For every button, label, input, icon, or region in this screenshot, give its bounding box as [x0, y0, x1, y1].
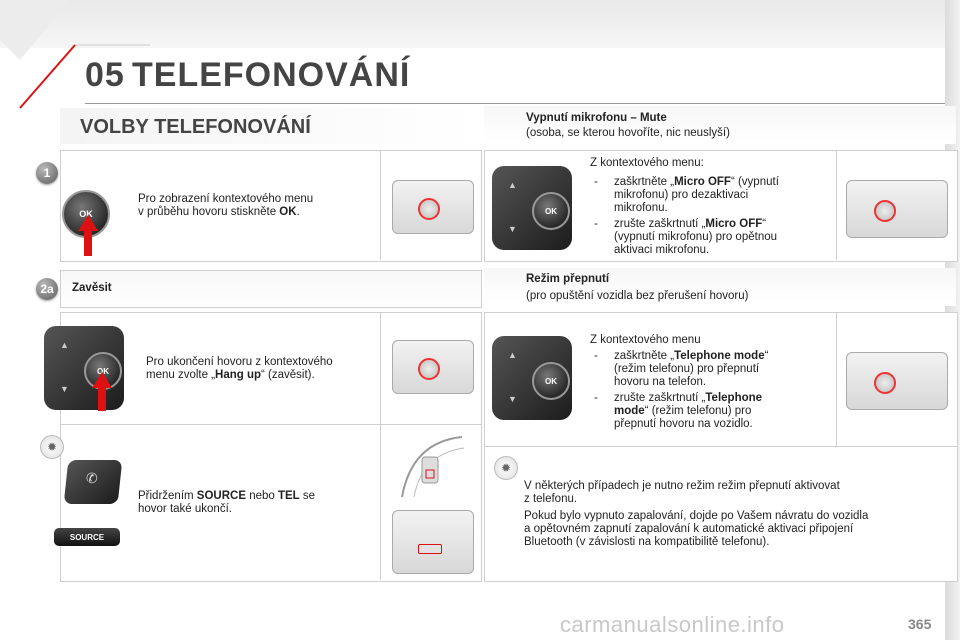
ok-knob: OK: [532, 192, 570, 230]
step1-text-bold: OK: [279, 206, 297, 218]
tip-right-line2: z telefonu.: [524, 493, 578, 505]
tip-left-bold1: SOURCE: [196, 490, 246, 502]
step1-text-prefix: v průběhu hovoru stiskněte: [138, 206, 280, 218]
header-corner-decoration: [0, 0, 150, 110]
radio-panel-illustration: [846, 180, 948, 238]
step2c-intro: Z kontextového menu: [590, 334, 701, 346]
step2c-item1-line2: (režim telefonu) pro přepnutí: [614, 363, 760, 375]
step2b-item1-bold: Micro OFF: [674, 176, 731, 188]
lightbulb-icon: ✹: [494, 456, 518, 480]
step2c-item1-prefix: zaškrtněte „: [614, 350, 675, 362]
tip-right-line1: V některých případech je nutno režim režim přepnutí aktivovat: [524, 480, 840, 492]
radio-ok-knob: [418, 358, 440, 380]
pad-up-arrow-icon: ▲: [508, 180, 517, 190]
step2a-text-prefix: menu zvolte „: [146, 369, 216, 381]
lightbulb-icon: ✹: [40, 435, 64, 459]
panel-divider: [836, 150, 837, 260]
step2c-item2-prefix: zrušte zaškrtnutí „: [614, 392, 706, 404]
step2a-title: Zavěsit: [72, 282, 112, 294]
step2c-item1-dash: -: [594, 350, 598, 362]
page-number: 365: [908, 616, 932, 632]
step2a-text-suffix: “ (zavěsit).: [261, 369, 315, 381]
step2b-item2-line2: (vypnutí mikrofonu) pro opětnou: [614, 231, 778, 243]
step2c-item1-line3: hovoru na telefon.: [614, 376, 707, 388]
source-button-illustration: SOURCE: [54, 528, 120, 546]
ok-knob: OK: [532, 362, 570, 400]
step2b-subtitle: (osoba, se kterou hovoříte, nic neuslyší): [526, 127, 730, 139]
radio-ok-knob: [874, 372, 896, 394]
step2b-item1-line1: [614, 176, 779, 189]
tip-left-line1: [138, 490, 315, 503]
tip-left-line2: hovor také ukončí.: [138, 503, 232, 515]
watermark: carmanualsonline.info: [560, 612, 785, 637]
step2c-item2-line2: [614, 405, 751, 418]
step2b-item1-line2: mikrofonu) pro dezaktivaci: [614, 189, 749, 201]
step2c-item2-bold2: mode: [614, 405, 645, 417]
tip-left-bold2: TEL: [277, 490, 300, 502]
step1-text-line2: [138, 206, 300, 219]
step2a-text-bold: Hang up: [215, 369, 262, 381]
red-arrow-stem: [84, 230, 92, 256]
red-up-arrow-icon: [78, 215, 98, 231]
step2b-item1-suffix: “ (vypnutí: [730, 176, 779, 188]
phone-icon: ✆: [86, 470, 98, 486]
radio-ok-knob: [418, 198, 440, 220]
step1-text-line1: Pro zobrazení kontextového menu: [138, 193, 314, 205]
step2b-intro: Z kontextového menu:: [590, 157, 704, 169]
step2a-text-line2: [146, 369, 315, 382]
step2c-title: Režim přepnutí: [526, 273, 610, 285]
step2b-item2-suffix: “: [762, 218, 767, 230]
chapter-title: TELEFONOVÁNÍ: [132, 56, 411, 94]
radio-source-illustration: [392, 510, 474, 574]
pad-down-arrow-icon: ▼: [60, 384, 69, 394]
pad-down-arrow-icon: ▼: [508, 394, 517, 404]
panel-divider: [380, 424, 381, 580]
step2b-item1-prefix: zaškrtněte „: [614, 176, 675, 188]
step2c-item2-suffix: “ (režim telefonu) pro: [644, 405, 752, 417]
step2a-title-panel: [60, 270, 482, 308]
step2c-item2-bold: Telephone: [705, 392, 763, 404]
step-badge-1: 1: [36, 162, 58, 184]
step2c-subtitle: (pro opuštění vozidla bez přerušení hovoru): [526, 290, 749, 302]
red-up-arrow-icon: [92, 372, 112, 388]
ok-knob: OK: [62, 190, 110, 238]
panel-divider: [836, 312, 837, 446]
pad-up-arrow-icon: ▲: [508, 350, 517, 360]
step2c-item1-line1: [614, 350, 768, 363]
tip-right-line5: Bluetooth (v závislosti na kompatibilitě telefonu).: [524, 536, 770, 548]
step2b-title: Vypnutí mikrofonu – Mute: [526, 112, 667, 124]
step2c-item1-bold: Telephone mode: [674, 350, 765, 362]
step2b-item2-dash: -: [594, 218, 598, 230]
step2b-item2-bold: Micro OFF: [705, 218, 763, 230]
steering-wheel-illustration: [392, 432, 472, 502]
step2b-item1-dash: -: [594, 176, 598, 188]
section-title: VOLBY TELEFONOVÁNÍ: [80, 116, 311, 138]
radio-ok-knob: [874, 200, 896, 222]
red-arrow-stem: [98, 387, 106, 411]
radio-source-highlight: [418, 544, 442, 554]
pad-up-arrow-icon: ▲: [60, 340, 69, 350]
step2c-item1-suffix: “: [764, 350, 769, 362]
pad-down-arrow-icon: ▼: [508, 224, 517, 234]
ok-knob: OK: [84, 352, 122, 390]
step2b-item2-line3: aktivaci mikrofonu.: [614, 244, 710, 256]
step2b-item2-line1: [614, 218, 766, 231]
step2c-item2-line3: přepnutí hovoru na vozidlo.: [614, 418, 753, 430]
step2b-item2-prefix: zrušte zaškrtnutí „: [614, 218, 706, 230]
chapter-number: 05: [85, 56, 125, 94]
tip-right-line4: a opětovném zapnutí zapalování k automatické aktivaci připojení: [524, 523, 854, 535]
header-rule: [85, 103, 945, 104]
step2b-item1-line3: mikrofonu.: [614, 202, 668, 214]
tip-left-suffix: se: [299, 490, 316, 502]
step2c-item2-line1: [614, 392, 762, 405]
step2a-text-line1: Pro ukončení hovoru z kontextového: [146, 356, 333, 368]
step2c-item2-dash: -: [594, 392, 598, 404]
step-badge-2a: 2a: [36, 278, 58, 300]
tip-left-mid: nebo: [246, 490, 278, 502]
tip-right-line3: Pokud bylo vypnuto zapalování, dojde po Vašem návratu do vozidla: [524, 510, 869, 522]
tip-left-prefix: Přidržením: [138, 490, 197, 502]
radio-panel-illustration: [846, 352, 948, 410]
step1-text-suffix: .: [296, 206, 300, 218]
panel-divider: [380, 150, 381, 260]
panel-divider: [380, 312, 381, 424]
